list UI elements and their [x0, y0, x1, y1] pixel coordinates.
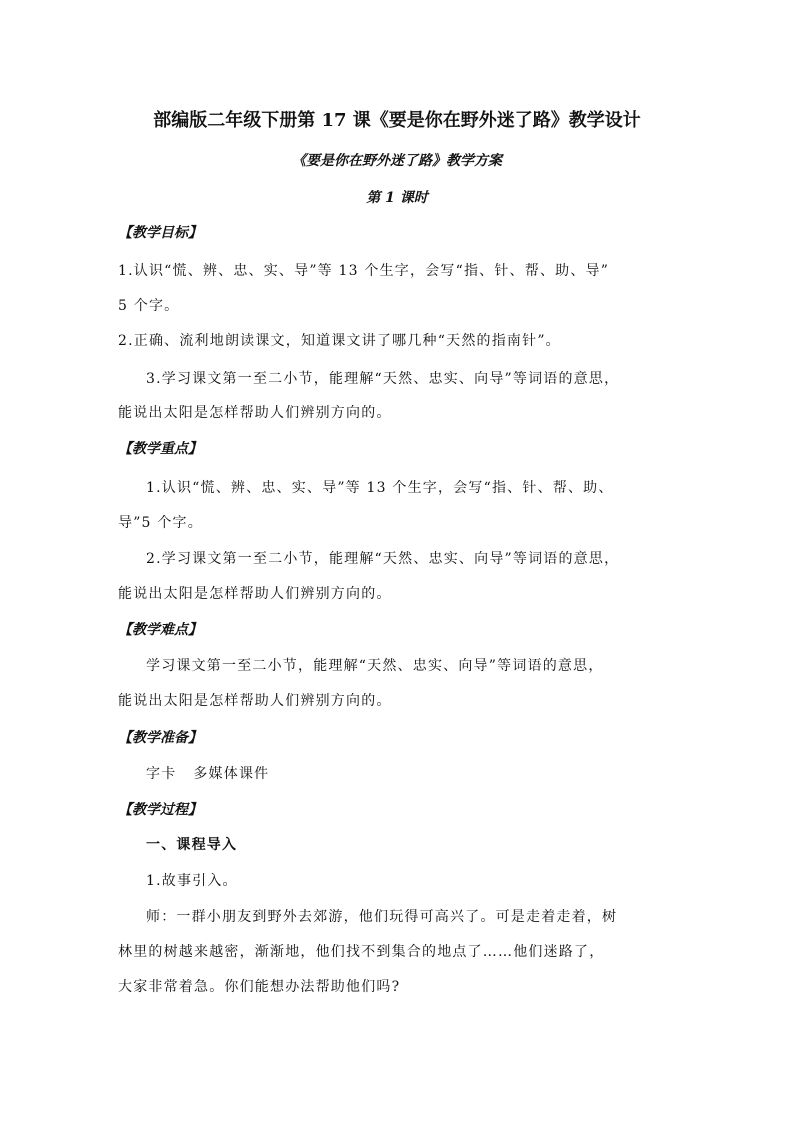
preparation-text: 字卡 多媒体课件: [146, 766, 270, 782]
key-points-heading: 【教学重点】: [118, 441, 202, 457]
document-title: 部编版二年级下册第 17 课《要是你在野外迷了路》教学设计: [153, 110, 641, 131]
key-point-1-line-2: 导”5 个字。: [118, 515, 203, 531]
objective-3-line-2: 能说出太阳是怎样帮助人们辨别方向的。: [118, 405, 392, 421]
lesson-period: 第 1 课时: [366, 190, 428, 206]
objective-1-line-1: 1.认识“慌、辨、忠、实、导”等 13 个生字，会写“指、针、帮、助、导”: [118, 263, 610, 279]
process-part-1-heading: 一、课程导入: [146, 837, 238, 853]
teacher-line-3: 大家非常着急。你们能想办法帮助他们吗?: [118, 979, 401, 995]
difficulties-heading: 【教学难点】: [118, 622, 202, 638]
difficulty-line-2: 能说出太阳是怎样帮助人们辨别方向的。: [118, 693, 392, 709]
key-point-1-line-1: 1.认识“慌、辨、忠、实、导”等 13 个生字，会写“指、针、帮、助、: [146, 480, 614, 496]
difficulty-line-1: 学习课文第一至二小节，能理解“天然、忠实、向导”等词语的意思，: [146, 658, 604, 674]
teacher-line-1: 师：一群小朋友到野外去郊游，他们玩得可高兴了。可是走着走着，树: [146, 909, 618, 925]
document-subtitle: 《要是你在野外迷了路》教学方案: [292, 153, 502, 169]
key-point-2-line-2: 能说出太阳是怎样帮助人们辨别方向的。: [118, 586, 392, 602]
key-point-2-line-1: 2.学习课文第一至二小节，能理解“天然、忠实、向导”等词语的意思，: [146, 551, 620, 567]
process-step-1: 1.故事引入。: [146, 873, 238, 889]
objective-3-line-1: 3.学习课文第一至二小节，能理解“天然、忠实、向导”等词语的意思，: [146, 371, 620, 387]
preparation-heading: 【教学准备】: [118, 730, 202, 746]
process-heading: 【教学过程】: [118, 802, 202, 818]
objective-2: 2.正确、流利地朗读课文，知道课文讲了哪几种“天然的指南针”。: [118, 333, 561, 349]
objective-1-line-2: 5 个字。: [118, 298, 180, 314]
teacher-line-2: 林里的树越来越密，渐渐地，他们找不到集合的地点了……他们迷路了，: [118, 944, 605, 960]
objectives-heading: 【教学目标】: [118, 225, 202, 241]
